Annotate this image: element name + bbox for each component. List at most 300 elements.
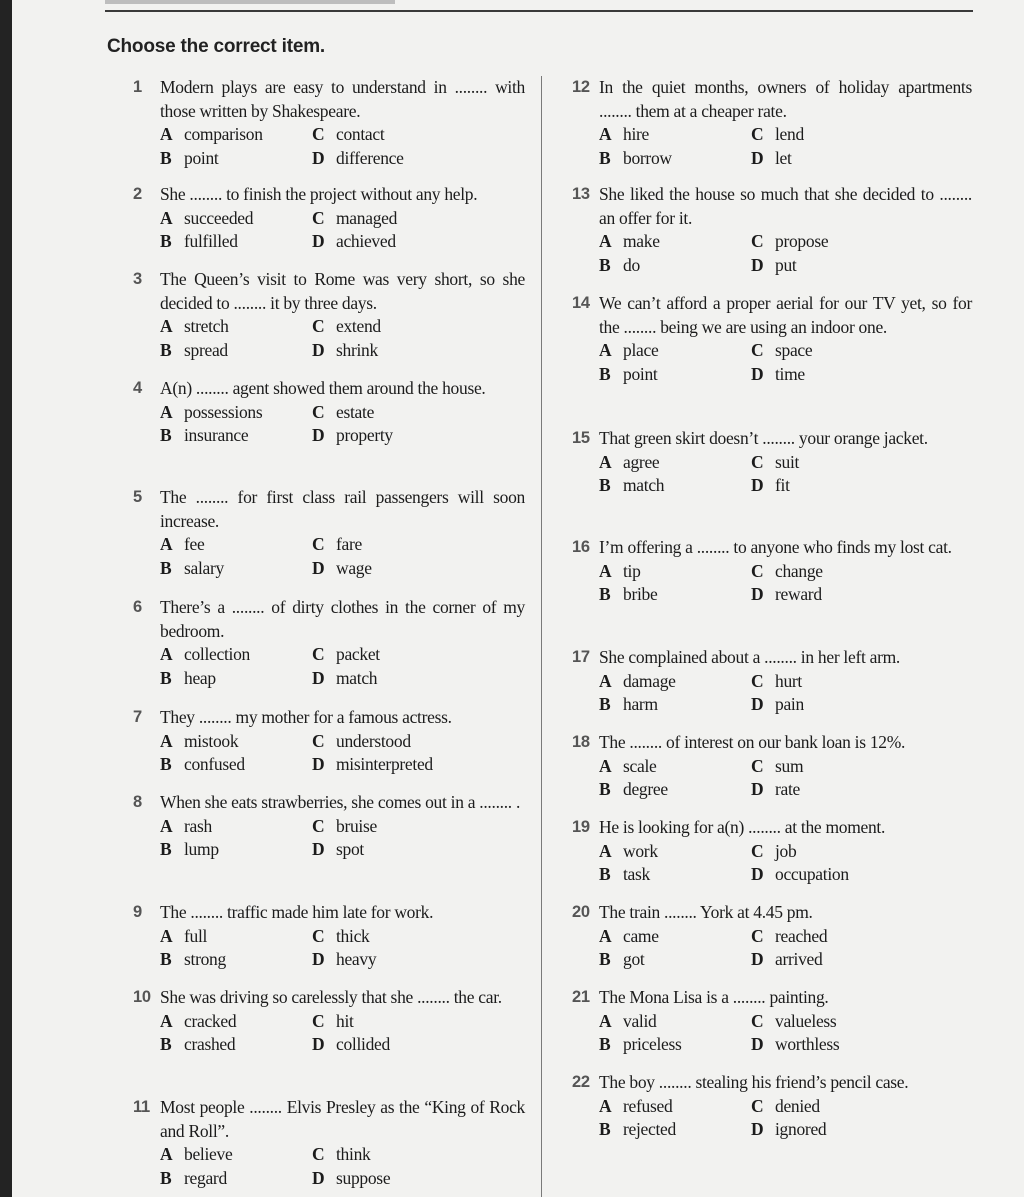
option-letter: C: [751, 1010, 764, 1031]
option-letter: D: [751, 584, 764, 604]
answer-option[interactable]: [312, 533, 464, 557]
option-letter: C: [751, 755, 764, 776]
answer-option[interactable]: [599, 670, 751, 694]
answer-option[interactable]: [599, 474, 751, 498]
answer-option[interactable]: [160, 925, 312, 949]
option-letter: A: [599, 451, 612, 472]
option-letter: D: [751, 1034, 764, 1054]
question-number: 7: [133, 708, 142, 726]
answer-option[interactable]: [751, 1095, 903, 1119]
question-text: The ........ traffic made him late for work.: [160, 902, 434, 922]
option-text: lump: [184, 839, 219, 859]
option-text: let: [775, 147, 792, 168]
question-text: The boy ........ stealing his friend’s pencil case.: [599, 1072, 909, 1092]
answer-option[interactable]: [751, 778, 903, 802]
answer-option[interactable]: [751, 451, 903, 475]
answer-option[interactable]: [751, 948, 903, 972]
option-letter: B: [599, 1034, 611, 1054]
answer-option[interactable]: [312, 147, 464, 171]
answer-option[interactable]: [312, 401, 464, 425]
option-letter: C: [312, 207, 325, 228]
question-item: [133, 901, 525, 972]
option-letter: C: [312, 316, 325, 336]
answer-option[interactable]: [751, 254, 903, 278]
question-number: 20: [572, 903, 590, 921]
option-letter: C: [751, 451, 764, 472]
option-letter: D: [751, 1119, 764, 1139]
question-text: When she eats strawberries, she comes out in a ........ .: [160, 792, 521, 812]
question-number: 3: [133, 270, 142, 288]
option-text: hurt: [775, 670, 802, 691]
option-letter: D: [312, 557, 325, 578]
question-item: [572, 731, 972, 802]
option-text: extend: [336, 316, 381, 336]
question-number: 12: [572, 78, 590, 96]
question-text: Modern plays are easy to understand in ........ with those written by Shakespeare.: [160, 77, 525, 121]
answer-option[interactable]: [160, 1167, 312, 1191]
option-letter: A: [599, 755, 612, 776]
question-item: [133, 183, 525, 254]
question-number: 17: [572, 648, 590, 666]
option-letter: C: [751, 840, 764, 861]
option-text: fit: [775, 475, 790, 495]
option-letter: A: [160, 730, 173, 751]
question-text: She ........ to finish the project without any help.: [160, 184, 478, 204]
question-item: [133, 986, 525, 1057]
option-letter: A: [160, 316, 173, 336]
question-item: [572, 901, 972, 972]
option-letter: D: [751, 694, 764, 714]
answer-option[interactable]: [160, 948, 312, 972]
answer-option[interactable]: [312, 315, 464, 339]
option-letter: D: [312, 667, 325, 688]
answer-option[interactable]: [751, 1010, 903, 1034]
option-letter: A: [160, 1144, 173, 1164]
question-number: 16: [572, 538, 590, 556]
option-text: match: [336, 667, 378, 688]
answer-option[interactable]: [160, 207, 312, 231]
option-letter: A: [599, 231, 612, 251]
option-text: spread: [184, 339, 228, 360]
answer-option[interactable]: [312, 667, 464, 691]
option-text: arrived: [775, 949, 823, 969]
option-text: suppose: [336, 1167, 391, 1188]
answer-options: [160, 401, 525, 448]
option-letter: B: [160, 425, 172, 445]
answer-option[interactable]: [751, 755, 903, 779]
option-text: collided: [336, 1034, 390, 1054]
option-text: shrink: [336, 339, 378, 360]
answer-option[interactable]: [312, 1033, 464, 1057]
question-item: [133, 791, 525, 862]
answer-option[interactable]: [751, 583, 903, 607]
option-text: crashed: [184, 1034, 236, 1054]
question-number: 6: [133, 598, 142, 616]
option-letter: C: [751, 231, 764, 251]
answer-option[interactable]: [599, 840, 751, 864]
answer-option[interactable]: [751, 123, 903, 147]
answer-option[interactable]: [160, 315, 312, 339]
page-title: Choose the correct item.: [107, 36, 325, 57]
option-text: spot: [336, 839, 364, 859]
answer-option[interactable]: [160, 230, 312, 254]
answer-option[interactable]: [599, 863, 751, 887]
answer-options: [599, 840, 972, 887]
answer-option[interactable]: [751, 1118, 903, 1142]
option-text: rash: [184, 815, 212, 836]
answer-option[interactable]: [160, 533, 312, 557]
question-number: 19: [572, 818, 590, 836]
answer-options: [599, 123, 972, 170]
top-rule: [105, 10, 973, 12]
option-text: fee: [184, 534, 205, 554]
answer-options: [160, 123, 525, 170]
option-text: change: [775, 560, 823, 581]
option-text: priceless: [623, 1034, 682, 1054]
option-letter: C: [751, 925, 764, 946]
option-text: full: [184, 925, 208, 946]
answer-option[interactable]: [751, 363, 903, 387]
option-text: valid: [623, 1010, 657, 1031]
question-text: The train ........ York at 4.45 pm.: [599, 902, 813, 922]
option-text: degree: [623, 779, 668, 799]
option-letter: B: [160, 1034, 172, 1054]
answer-options: [160, 207, 525, 254]
option-letter: A: [160, 815, 173, 836]
option-letter: C: [312, 730, 325, 751]
option-text: collection: [184, 644, 251, 664]
question-text: She liked the house so much that she decided to ........ an offer for it.: [599, 184, 972, 228]
option-letter: B: [160, 839, 172, 859]
option-letter: A: [599, 560, 612, 581]
answer-option[interactable]: [599, 778, 751, 802]
answer-option[interactable]: [160, 667, 312, 691]
answer-option[interactable]: [599, 1033, 751, 1057]
question-number: 9: [133, 903, 142, 921]
answer-option[interactable]: [599, 123, 751, 147]
question-item: [133, 706, 525, 777]
question-number: 11: [133, 1098, 150, 1116]
answer-options: [599, 230, 972, 277]
option-text: agree: [623, 451, 660, 472]
option-letter: B: [599, 779, 611, 799]
option-text: misinterpreted: [336, 754, 433, 774]
answer-options: [599, 339, 972, 386]
answer-option[interactable]: [160, 1010, 312, 1034]
answer-option[interactable]: [312, 207, 464, 231]
option-letter: A: [160, 401, 173, 422]
answer-option[interactable]: [751, 840, 903, 864]
answer-option[interactable]: [751, 339, 903, 363]
option-text: do: [623, 254, 640, 275]
answer-option[interactable]: [312, 123, 464, 147]
option-letter: D: [312, 1167, 325, 1188]
option-letter: D: [312, 754, 325, 774]
option-letter: B: [599, 363, 611, 384]
answer-option[interactable]: [751, 474, 903, 498]
answer-options: [599, 925, 972, 972]
answer-option[interactable]: [599, 451, 751, 475]
question-number: 1: [133, 78, 142, 96]
answer-option[interactable]: [160, 123, 312, 147]
answer-option[interactable]: [599, 1118, 751, 1142]
question-text: They ........ my mother for a famous actress.: [160, 707, 452, 727]
answer-option[interactable]: [599, 583, 751, 607]
option-letter: A: [599, 925, 612, 946]
option-text: propose: [775, 231, 829, 251]
option-text: reward: [775, 584, 822, 604]
answer-options: [160, 643, 525, 690]
option-text: bribe: [623, 584, 658, 604]
question-item: [572, 986, 972, 1057]
answer-option[interactable]: [599, 1095, 751, 1119]
question-item: [133, 76, 525, 170]
answer-option[interactable]: [312, 730, 464, 754]
answer-option[interactable]: [312, 1010, 464, 1034]
option-text: thick: [336, 925, 370, 946]
answer-option[interactable]: [312, 643, 464, 667]
question-item: [572, 292, 972, 386]
answer-option[interactable]: [751, 147, 903, 171]
option-text: managed: [336, 207, 398, 228]
option-text: bruise: [336, 815, 377, 836]
answer-option[interactable]: [160, 1143, 312, 1167]
option-text: reached: [775, 925, 828, 946]
option-text: valueless: [775, 1010, 837, 1031]
option-letter: B: [160, 667, 172, 688]
option-letter: D: [312, 231, 325, 251]
question-number: 21: [572, 988, 590, 1006]
option-text: contact: [336, 124, 385, 144]
answer-option[interactable]: [160, 339, 312, 363]
question-item: [572, 1071, 972, 1142]
option-text: strong: [184, 949, 226, 969]
question-text: A(n) ........ agent showed them around the house.: [160, 378, 486, 398]
option-letter: D: [751, 475, 764, 495]
question-text: Most people ........ Elvis Presley as the “King of Rock and Roll”.: [160, 1097, 525, 1141]
answer-option[interactable]: [599, 363, 751, 387]
answer-option[interactable]: [599, 693, 751, 717]
option-text: stretch: [184, 316, 229, 336]
question-text: That green skirt doesn’t ........ your orange jacket.: [599, 428, 928, 448]
option-letter: D: [312, 147, 325, 168]
answer-option[interactable]: [751, 925, 903, 949]
option-text: fare: [336, 534, 362, 554]
question-text: She complained about a ........ in her left arm.: [599, 647, 900, 667]
option-text: damage: [623, 670, 676, 691]
option-text: point: [184, 147, 219, 168]
option-text: task: [623, 864, 650, 884]
answer-options: [599, 755, 972, 802]
answer-options: [160, 730, 525, 777]
option-letter: A: [160, 534, 173, 554]
option-text: property: [336, 425, 393, 445]
answer-option[interactable]: [751, 693, 903, 717]
option-text: confused: [184, 754, 245, 774]
option-text: scale: [623, 755, 657, 776]
answer-options: [599, 1095, 972, 1142]
answer-option[interactable]: [599, 560, 751, 584]
option-letter: C: [751, 670, 764, 691]
option-letter: C: [751, 1095, 764, 1116]
option-letter: D: [751, 779, 764, 799]
answer-option[interactable]: [599, 948, 751, 972]
option-text: denied: [775, 1095, 820, 1116]
page-left-edge: [0, 0, 12, 1197]
answer-option[interactable]: [312, 1143, 464, 1167]
option-text: hire: [623, 124, 650, 144]
answer-option[interactable]: [312, 815, 464, 839]
answer-option[interactable]: [312, 948, 464, 972]
answer-option[interactable]: [599, 254, 751, 278]
answer-option[interactable]: [312, 557, 464, 581]
option-text: hit: [336, 1010, 354, 1031]
answer-option[interactable]: [599, 339, 751, 363]
option-letter: D: [751, 864, 764, 884]
option-letter: B: [160, 1167, 172, 1188]
answer-option[interactable]: [751, 560, 903, 584]
option-text: got: [623, 949, 645, 969]
answer-option[interactable]: [160, 401, 312, 425]
answer-option[interactable]: [312, 230, 464, 254]
question-number: 5: [133, 488, 142, 506]
option-letter: A: [599, 124, 612, 144]
answer-option[interactable]: [599, 755, 751, 779]
option-text: insurance: [184, 425, 249, 445]
option-letter: A: [599, 1095, 612, 1116]
question-item: [572, 646, 972, 717]
question-text: She was driving so carelessly that she ........ the car.: [160, 987, 502, 1007]
answer-option[interactable]: [751, 230, 903, 254]
answer-option[interactable]: [312, 925, 464, 949]
option-letter: B: [599, 694, 611, 714]
answer-option[interactable]: [751, 863, 903, 887]
option-letter: B: [599, 254, 611, 275]
question-number: 14: [572, 294, 590, 312]
option-letter: D: [751, 147, 764, 168]
option-letter: B: [599, 475, 611, 495]
option-text: mistook: [184, 730, 239, 751]
answer-options: [599, 560, 972, 607]
option-text: occupation: [775, 864, 849, 884]
option-text: possessions: [184, 401, 263, 422]
question-number: 22: [572, 1073, 590, 1091]
answer-options: [599, 451, 972, 498]
option-text: refused: [623, 1095, 673, 1116]
question-number: 10: [133, 988, 151, 1006]
question-text: The ........ for first class rail passengers will soon increase.: [160, 487, 525, 531]
option-text: think: [336, 1144, 371, 1164]
answer-option[interactable]: [599, 230, 751, 254]
option-text: succeeded: [184, 207, 254, 228]
question-text: The Mona Lisa is a ........ painting.: [599, 987, 829, 1007]
question-item: [133, 377, 525, 448]
option-letter: A: [160, 124, 173, 144]
option-text: work: [623, 840, 658, 861]
answer-option[interactable]: [160, 147, 312, 171]
answer-option[interactable]: [751, 670, 903, 694]
option-text: packet: [336, 644, 380, 664]
question-text: He is looking for a(n) ........ at the moment.: [599, 817, 886, 837]
question-text: I’m offering a ........ to anyone who finds my lost cat.: [599, 537, 952, 557]
answer-option[interactable]: [160, 730, 312, 754]
option-letter: C: [312, 644, 325, 664]
question-number: 8: [133, 793, 142, 811]
answer-option[interactable]: [160, 838, 312, 862]
option-text: believe: [184, 1144, 233, 1164]
option-letter: A: [160, 925, 173, 946]
answer-option[interactable]: [160, 1033, 312, 1057]
answer-option[interactable]: [160, 753, 312, 777]
option-letter: C: [751, 560, 764, 581]
option-letter: C: [751, 340, 764, 360]
answer-options: [160, 815, 525, 862]
option-letter: B: [599, 1119, 611, 1139]
answer-option[interactable]: [599, 925, 751, 949]
answer-option[interactable]: [599, 147, 751, 171]
answer-option[interactable]: [312, 339, 464, 363]
option-letter: A: [160, 1010, 173, 1031]
option-letter: D: [312, 339, 325, 360]
answer-option[interactable]: [160, 815, 312, 839]
option-text: understood: [336, 730, 411, 751]
answer-option[interactable]: [160, 557, 312, 581]
answer-option[interactable]: [312, 424, 464, 448]
question-text: In the quiet months, owners of holiday apartments ........ them at a cheaper rate.: [599, 77, 972, 121]
option-letter: B: [599, 147, 611, 168]
answer-option[interactable]: [160, 424, 312, 448]
answer-option[interactable]: [312, 753, 464, 777]
question-item: [572, 816, 972, 887]
question-number: 13: [572, 185, 590, 203]
option-letter: B: [599, 949, 611, 969]
option-text: place: [623, 340, 659, 360]
answer-option[interactable]: [160, 643, 312, 667]
option-letter: C: [312, 925, 325, 946]
option-letter: D: [751, 949, 764, 969]
option-letter: B: [160, 231, 172, 251]
option-text: suit: [775, 451, 800, 472]
option-text: wage: [336, 557, 372, 578]
question-item: [133, 268, 525, 362]
option-letter: D: [751, 363, 764, 384]
option-text: sum: [775, 755, 804, 776]
option-text: time: [775, 363, 805, 384]
answer-option[interactable]: [599, 1010, 751, 1034]
option-letter: B: [599, 584, 611, 604]
option-text: match: [623, 475, 665, 495]
answer-options: [599, 1010, 972, 1057]
option-text: came: [623, 925, 659, 946]
option-letter: A: [599, 1010, 612, 1031]
option-letter: B: [160, 949, 172, 969]
answer-option[interactable]: [312, 838, 464, 862]
answer-options: [160, 1010, 525, 1057]
question-item: [572, 536, 972, 607]
answer-options: [160, 533, 525, 580]
answer-options: [160, 925, 525, 972]
option-text: estate: [336, 401, 375, 422]
question-item: [572, 427, 972, 498]
option-text: fulfilled: [184, 231, 238, 251]
option-text: rejected: [623, 1119, 676, 1139]
answer-option[interactable]: [312, 1167, 464, 1191]
answer-option[interactable]: [751, 1033, 903, 1057]
option-letter: D: [312, 1034, 325, 1054]
question-text: We can’t afford a proper aerial for our TV yet, so for the ........ being we are using an indoor one.: [599, 293, 972, 337]
option-letter: B: [160, 754, 172, 774]
question-text: There’s a ........ of dirty clothes in the corner of my bedroom.: [160, 597, 525, 641]
